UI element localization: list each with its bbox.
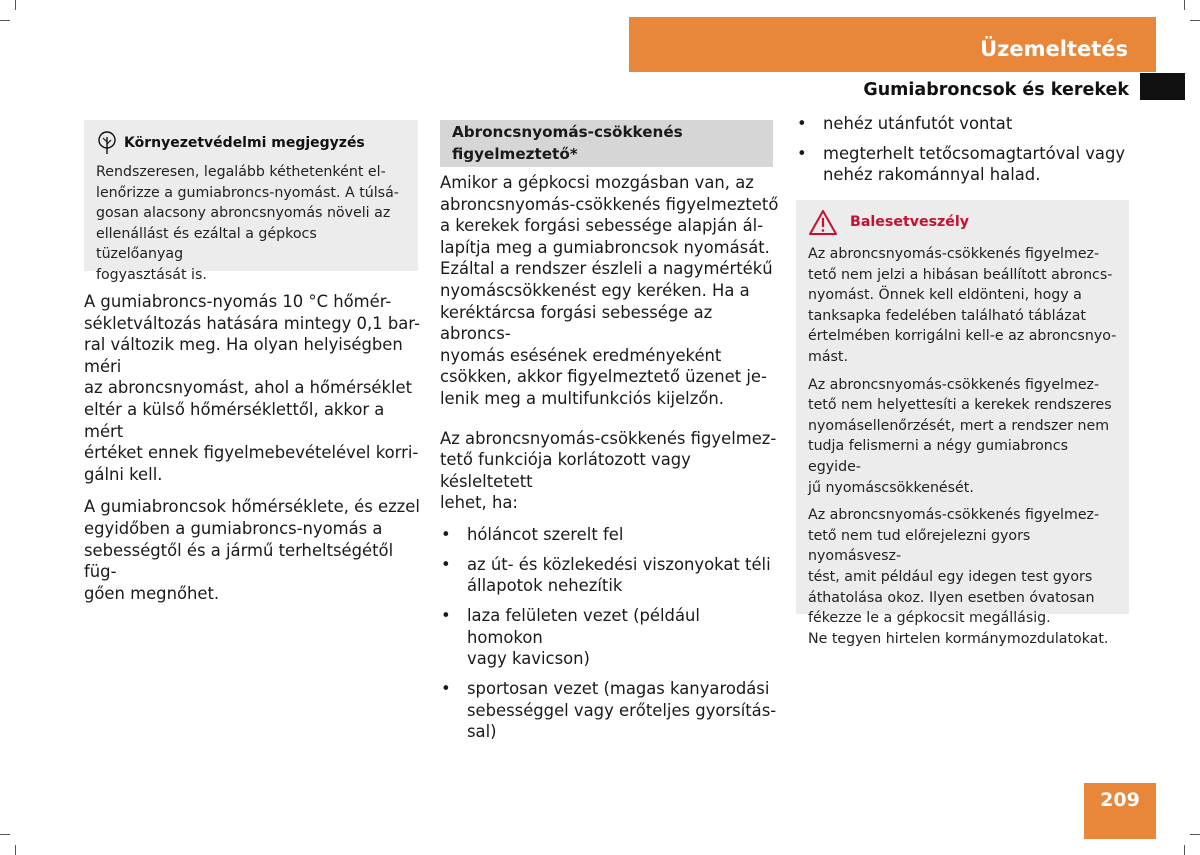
- list-item: • laza felületen vezet (például homokon vagy kavicson): [440, 605, 780, 670]
- paragraph: Amikor a gépkocsi mozgásban van, az abroncsnyomás-csökkenés figyelmeztető a kerekek forgási sebessége alapján ál- lapítja meg a gumiabroncsok nyomását. Ezáltal a rendszer észleli a nagymértékű nyomáscsökkenést egy keréken. Ha a keréktárcsa forgási sebessége az abroncs- nyomás esésének eredményeként csökken, akkor figyelmeztető üzenet je- lenik meg a multifunkciós kijelzőn.: [440, 173, 779, 408]
- crop-mark: [1184, 0, 1185, 10]
- paragraph: A gumiabroncsok hőmérséklete, és ezzel egyidőben a gumiabroncs-nyomás a sebességtől és a jármű terheltségétől füg- gően megnőhet.: [84, 497, 420, 603]
- section-heading: Abroncsnyomás-csökkenés figyelmeztető*: [440, 120, 773, 167]
- crop-mark: [15, 845, 16, 855]
- list-item: • sportosan vezet (magas kanyarodási sebességgel vagy erőteljes gyorsítás- sal): [440, 678, 780, 743]
- thumb-tab: [1140, 73, 1185, 100]
- paragraph: Az abroncsnyomás-csökkenés figyelmez- tető nem jelzi a hibásan beállított abroncs- nyomást. Önnek kell eldönteni, hogy a tanksapka fedelében található táblázat értelmében korrigálni kell-e az abroncsnyo- mást.: [808, 246, 1117, 365]
- list-item: • nehéz utánfutót vontat: [796, 113, 1136, 135]
- crop-mark: [1190, 20, 1200, 21]
- list-item: • megterhelt tetőcsomagtartóval vagy nehéz rakománnyal halad.: [796, 143, 1136, 186]
- crop-mark: [1184, 845, 1185, 855]
- note-title: Környezetvédelmi megjegyzés: [124, 135, 365, 151]
- column-1: [84, 291, 420, 615]
- paragraph: Az abroncsnyomás-csökkenés figyelmez- tető nem tud előrejelezni gyors nyomásvesz- tést, amit például egy idegen test gyors áthatolása okoz. Ilyen esetben óvatosan fékezze le a gépkocsit megállásig.: [808, 507, 1100, 627]
- environment-tree-icon: [96, 131, 118, 155]
- warning-triangle-icon: [808, 209, 838, 236]
- section-header-bar: [629, 17, 1156, 72]
- column-2: [440, 172, 780, 751]
- crop-mark: [0, 20, 10, 21]
- condition-list: [440, 524, 780, 743]
- note-text: Rendszeresen, legalább kéthetenként el- lenőrizze a gumiabroncs-nyomást. A túlsá- gosan alacsony abroncsnyomás növeli az ellenállást és ezáltal a gépkocs tüzelőanyag fogyasztását is.: [96, 164, 399, 283]
- crop-mark: [15, 0, 16, 10]
- page-number: 209: [1084, 783, 1156, 839]
- paragraph: Ne tegyen hirtelen kormánymozdulatokat.: [808, 630, 1109, 647]
- paragraph: Az abroncsnyomás-csökkenés figyelmez- tető funkciója korlátozott vagy késleltetett lehet, ha:: [440, 428, 777, 513]
- subsection-title: Gumiabroncsok és kerekek: [863, 80, 1129, 100]
- accident-warning: [796, 200, 1129, 647]
- crop-mark: [1190, 834, 1200, 835]
- warning-title: Balesetveszély: [850, 214, 970, 230]
- section-title: Üzemeltetés: [980, 37, 1128, 61]
- crop-mark: [0, 834, 10, 835]
- condition-list-continued: [796, 113, 1136, 186]
- paragraph: A gumiabroncs-nyomás 10 °C hőmér- sékletváltozás hatására mintegy 0,1 bar- ral változik meg. Ha olyan helyiségben méri az abroncsnyomást, ahol a hőmérséklet eltér a külső hőmérséklettől, akkor a mért értéket ennek figyelmebevételével korri- gálni kell.: [84, 292, 420, 484]
- list-item: • hóláncot szerelt fel: [440, 524, 780, 546]
- environment-note: [84, 120, 418, 283]
- paragraph: Az abroncsnyomás-csökkenés figyelmez- tető nem helyettesíti a kerekek rendszeres nyomásellenőrzését, mert a rendszer nem tudja felismerni a négy gumiabroncs egyide- jű nyomáscsökkenését.: [808, 376, 1112, 496]
- column-3: [796, 113, 1136, 194]
- list-item: • az út- és közlekedési viszonyokat téli állapotok nehezítik: [440, 554, 780, 597]
